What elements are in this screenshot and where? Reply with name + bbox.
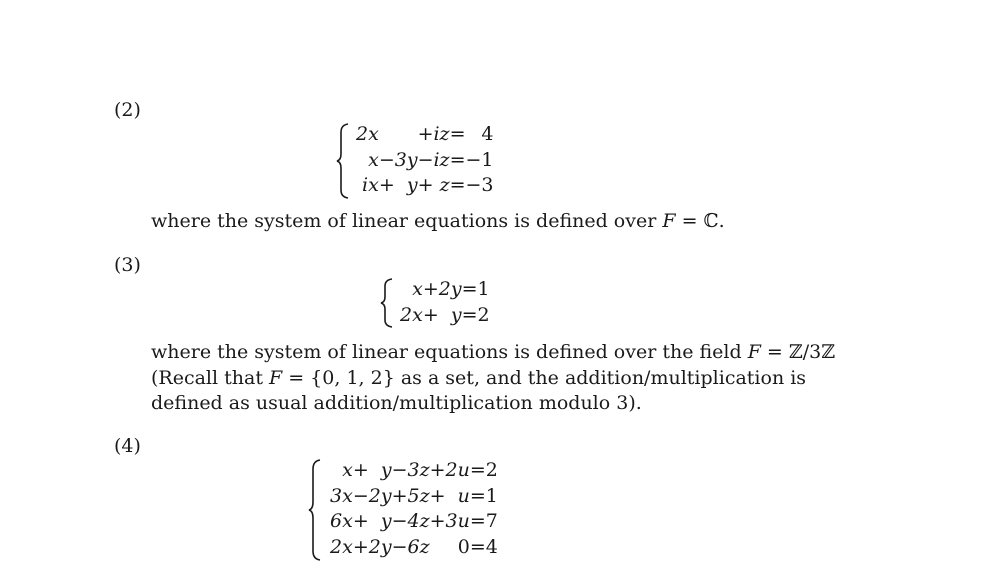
equation-row bbox=[356, 148, 494, 174]
equation-row bbox=[330, 509, 498, 535]
equation-row bbox=[400, 277, 490, 303]
term: y bbox=[380, 459, 392, 481]
equals-sign: = bbox=[469, 510, 486, 532]
rhs-value: 7 bbox=[485, 510, 498, 532]
problem-3-label: (3) bbox=[114, 254, 141, 276]
operator: + bbox=[352, 459, 369, 481]
rhs-value: 4 bbox=[485, 535, 498, 558]
text: where the system of linear equations is defined over the field bbox=[151, 341, 748, 363]
equals-sign: = bbox=[449, 123, 466, 145]
equation-row bbox=[330, 458, 498, 484]
operator: + bbox=[352, 510, 369, 532]
text: defined as usual addition/multiplication modulo 3). bbox=[151, 392, 642, 414]
term: iz bbox=[433, 123, 450, 145]
term: 2y bbox=[368, 484, 392, 507]
term: ix bbox=[362, 174, 379, 196]
equation-table-3 bbox=[400, 277, 490, 328]
operator: − bbox=[378, 148, 395, 171]
rhs-value: 2 bbox=[485, 459, 498, 481]
equation-row bbox=[400, 303, 490, 329]
equals-sign: = bbox=[449, 174, 466, 196]
term: 6x bbox=[330, 510, 353, 532]
term: x bbox=[342, 459, 353, 481]
term: 2y bbox=[368, 535, 392, 558]
term bbox=[395, 122, 418, 148]
term: z bbox=[439, 174, 450, 196]
operator: − bbox=[417, 148, 434, 171]
rhs-value: 1 bbox=[485, 484, 498, 507]
text: (Recall that bbox=[151, 366, 269, 389]
operator: − bbox=[391, 535, 408, 558]
math-variable: F bbox=[662, 210, 676, 232]
operator: + bbox=[429, 484, 446, 507]
equals-sign: = bbox=[449, 148, 466, 171]
operator: + bbox=[417, 123, 434, 145]
term: 3z bbox=[407, 459, 430, 481]
equation-row bbox=[330, 484, 498, 510]
equation-row bbox=[330, 535, 498, 561]
operator: + bbox=[429, 510, 446, 532]
term: 2x bbox=[330, 535, 353, 558]
operator: + bbox=[422, 303, 439, 326]
text: = ℂ. bbox=[675, 210, 725, 232]
rhs-value: −1 bbox=[465, 148, 494, 171]
operator: + bbox=[422, 278, 439, 300]
operator: + bbox=[417, 174, 434, 196]
term: y bbox=[450, 303, 462, 326]
equation-row bbox=[356, 122, 494, 148]
term: y bbox=[406, 174, 418, 196]
problem-2-description bbox=[151, 209, 725, 235]
rhs-value: −3 bbox=[465, 174, 494, 196]
equals-sign: = bbox=[461, 303, 478, 326]
term: 2y bbox=[438, 278, 462, 300]
term: u bbox=[457, 484, 470, 507]
rhs-value: 1 bbox=[477, 278, 490, 300]
operator: + bbox=[429, 459, 446, 481]
operator bbox=[430, 535, 446, 561]
operator: − bbox=[352, 484, 369, 507]
equation-table-4 bbox=[330, 458, 498, 560]
operator: + bbox=[352, 535, 369, 558]
operator: + bbox=[378, 174, 395, 196]
equals-sign: = bbox=[469, 484, 486, 507]
equals-sign: = bbox=[461, 278, 478, 300]
equation-row bbox=[356, 173, 494, 199]
equals-sign: = bbox=[469, 459, 486, 481]
term: 2u bbox=[445, 459, 470, 481]
left-brace-icon bbox=[308, 458, 322, 562]
term: 0 bbox=[457, 535, 470, 558]
problem-3-description bbox=[151, 340, 835, 417]
problem-4-label: (4) bbox=[114, 435, 141, 457]
equation-table-2 bbox=[356, 122, 494, 199]
left-brace-icon bbox=[336, 122, 350, 200]
text: = {0, 1, 2} as a set, and the addition/multiplication is bbox=[282, 366, 807, 389]
operator: + bbox=[391, 484, 408, 507]
term: 4z bbox=[407, 510, 430, 532]
term: 3x bbox=[330, 484, 353, 507]
operator: − bbox=[391, 510, 408, 532]
term: iz bbox=[433, 148, 450, 171]
term: 5z bbox=[407, 484, 430, 507]
math-variable: F bbox=[747, 341, 761, 363]
operator bbox=[379, 122, 395, 148]
term: 6z bbox=[407, 535, 430, 558]
term: 3u bbox=[445, 510, 470, 532]
term: x bbox=[368, 148, 379, 171]
term: 2x bbox=[400, 303, 423, 326]
equals-sign: = bbox=[469, 535, 486, 558]
problem-2-label: (2) bbox=[114, 99, 141, 121]
text: = ℤ/3ℤ bbox=[760, 341, 836, 363]
term: 2x bbox=[356, 123, 379, 145]
math-variable: F bbox=[269, 366, 283, 389]
rhs-value: 2 bbox=[477, 303, 490, 326]
operator: − bbox=[391, 459, 408, 481]
term: y bbox=[380, 510, 392, 532]
term: x bbox=[412, 278, 423, 300]
term: 3y bbox=[394, 148, 418, 171]
left-brace-icon bbox=[380, 277, 394, 329]
rhs-value: 4 bbox=[481, 123, 494, 145]
text: where the system of linear equations is defined over bbox=[151, 210, 663, 232]
